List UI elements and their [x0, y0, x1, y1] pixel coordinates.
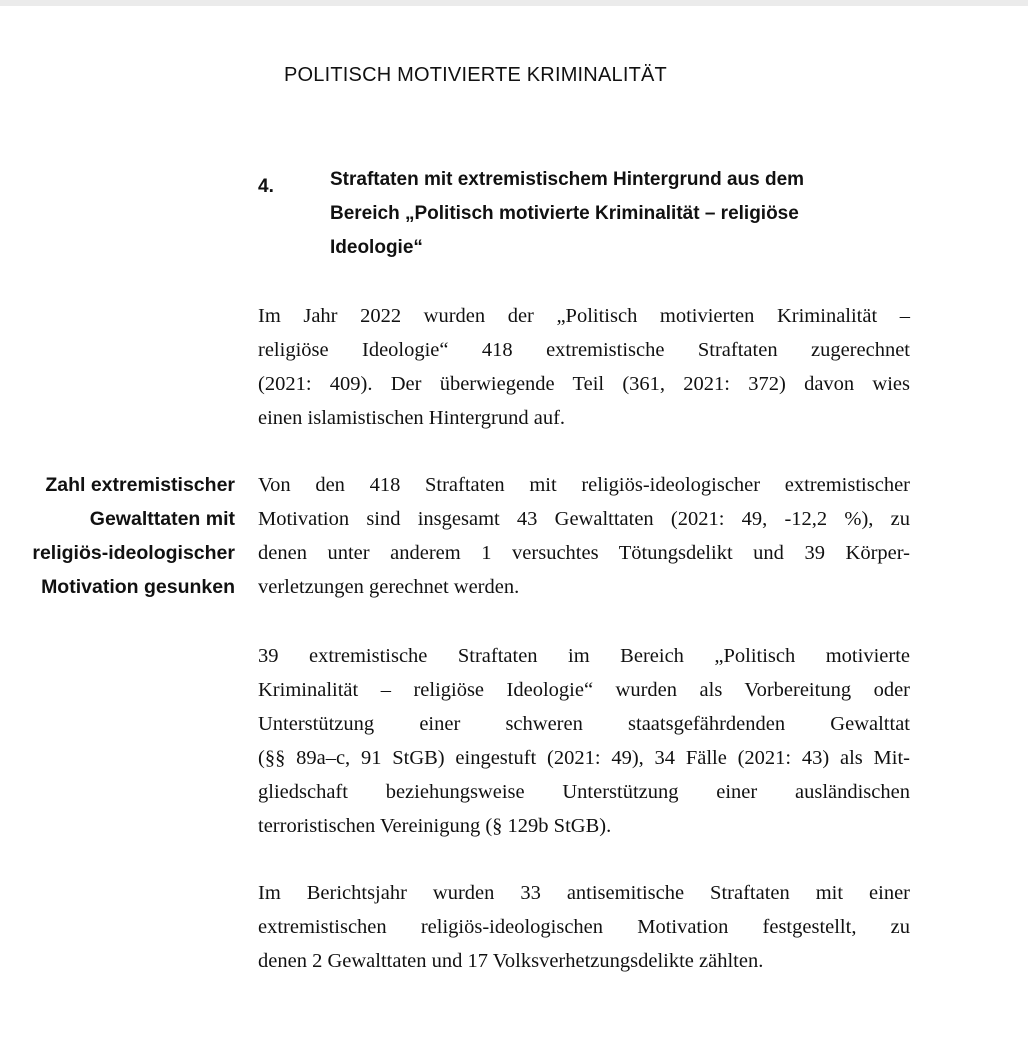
running-header: POLITISCH MOTIVIERTE KRIMINALITÄT: [284, 64, 667, 86]
paragraph-line: terroristischen Vereinigung (§ 129b StGB).: [258, 815, 612, 837]
paragraph-line: Im Berichtsjahr wurden 33 antisemitische Straftaten mit einer: [258, 882, 910, 904]
section-title: [330, 163, 890, 265]
paragraph-line: Kriminalität – religiöse Ideologie“ wurden als Vorbereitung oder: [258, 679, 910, 701]
paragraph-line: extremistischen religiös-ideologischen Motivation festgestellt, zu: [258, 916, 910, 938]
paragraph-line: denen unter anderem 1 versuchtes Tötungsdelikt und 39 Körper-: [258, 542, 910, 564]
section-title-line: Straftaten mit extremistischem Hintergrund aus dem: [330, 169, 805, 190]
margin-note-line: Zahl extremistischer: [45, 474, 235, 496]
paragraph-line: 39 extremistische Straftaten im Bereich „Politisch motivierte: [258, 645, 910, 667]
paragraph-line: Motivation sind insgesamt 43 Gewalttaten (2021: 49, -12,2 %), zu: [258, 508, 910, 530]
paragraph-line: denen 2 Gewalttaten und 17 Volksverhetzungsdelikte zählten.: [258, 950, 764, 972]
paragraph-line: (§§ 89a–c, 91 StGB) eingestuft (2021: 49), 34 Fälle (2021: 43) als Mit-: [258, 747, 910, 769]
paragraph-line: Unterstützung einer schweren staatsgefährdenden Gewalttat: [258, 713, 910, 735]
margin-note-line: religiös-ideologischer: [32, 542, 235, 564]
paragraph-1: [258, 299, 910, 435]
paragraph-line: einen islamistischen Hintergrund auf.: [258, 407, 566, 429]
margin-note-line: Gewalttaten mit: [89, 508, 235, 530]
paragraph-4: [258, 876, 910, 978]
top-bar: [0, 0, 1028, 6]
section-number: 4.: [258, 176, 274, 197]
paragraph-3: [258, 639, 910, 843]
paragraph-line: religiöse Ideologie“ 418 extremistische Straftaten zugerechnet: [258, 339, 910, 361]
paragraph-line: (2021: 409). Der überwiegende Teil (361, 2021: 372) davon wies: [258, 373, 910, 395]
paragraph-line: Im Jahr 2022 wurden der „Politisch motivierten Kriminalität –: [258, 305, 910, 327]
section-title-line: Bereich „Politisch motivierte Kriminalität – religiöse: [330, 203, 799, 224]
paragraph-line: gliedschaft beziehungsweise Unterstützung einer ausländischen: [258, 781, 910, 803]
margin-note: [0, 468, 235, 604]
paragraph-line: verletzungen gerechnet werden.: [258, 576, 520, 598]
section-title-line: Ideologie“: [330, 237, 423, 258]
paragraph-line: Von den 418 Straftaten mit religiös-ideologischer extremistischer: [258, 474, 910, 496]
margin-note-line: Motivation gesunken: [41, 576, 235, 598]
paragraph-2: [258, 468, 910, 604]
